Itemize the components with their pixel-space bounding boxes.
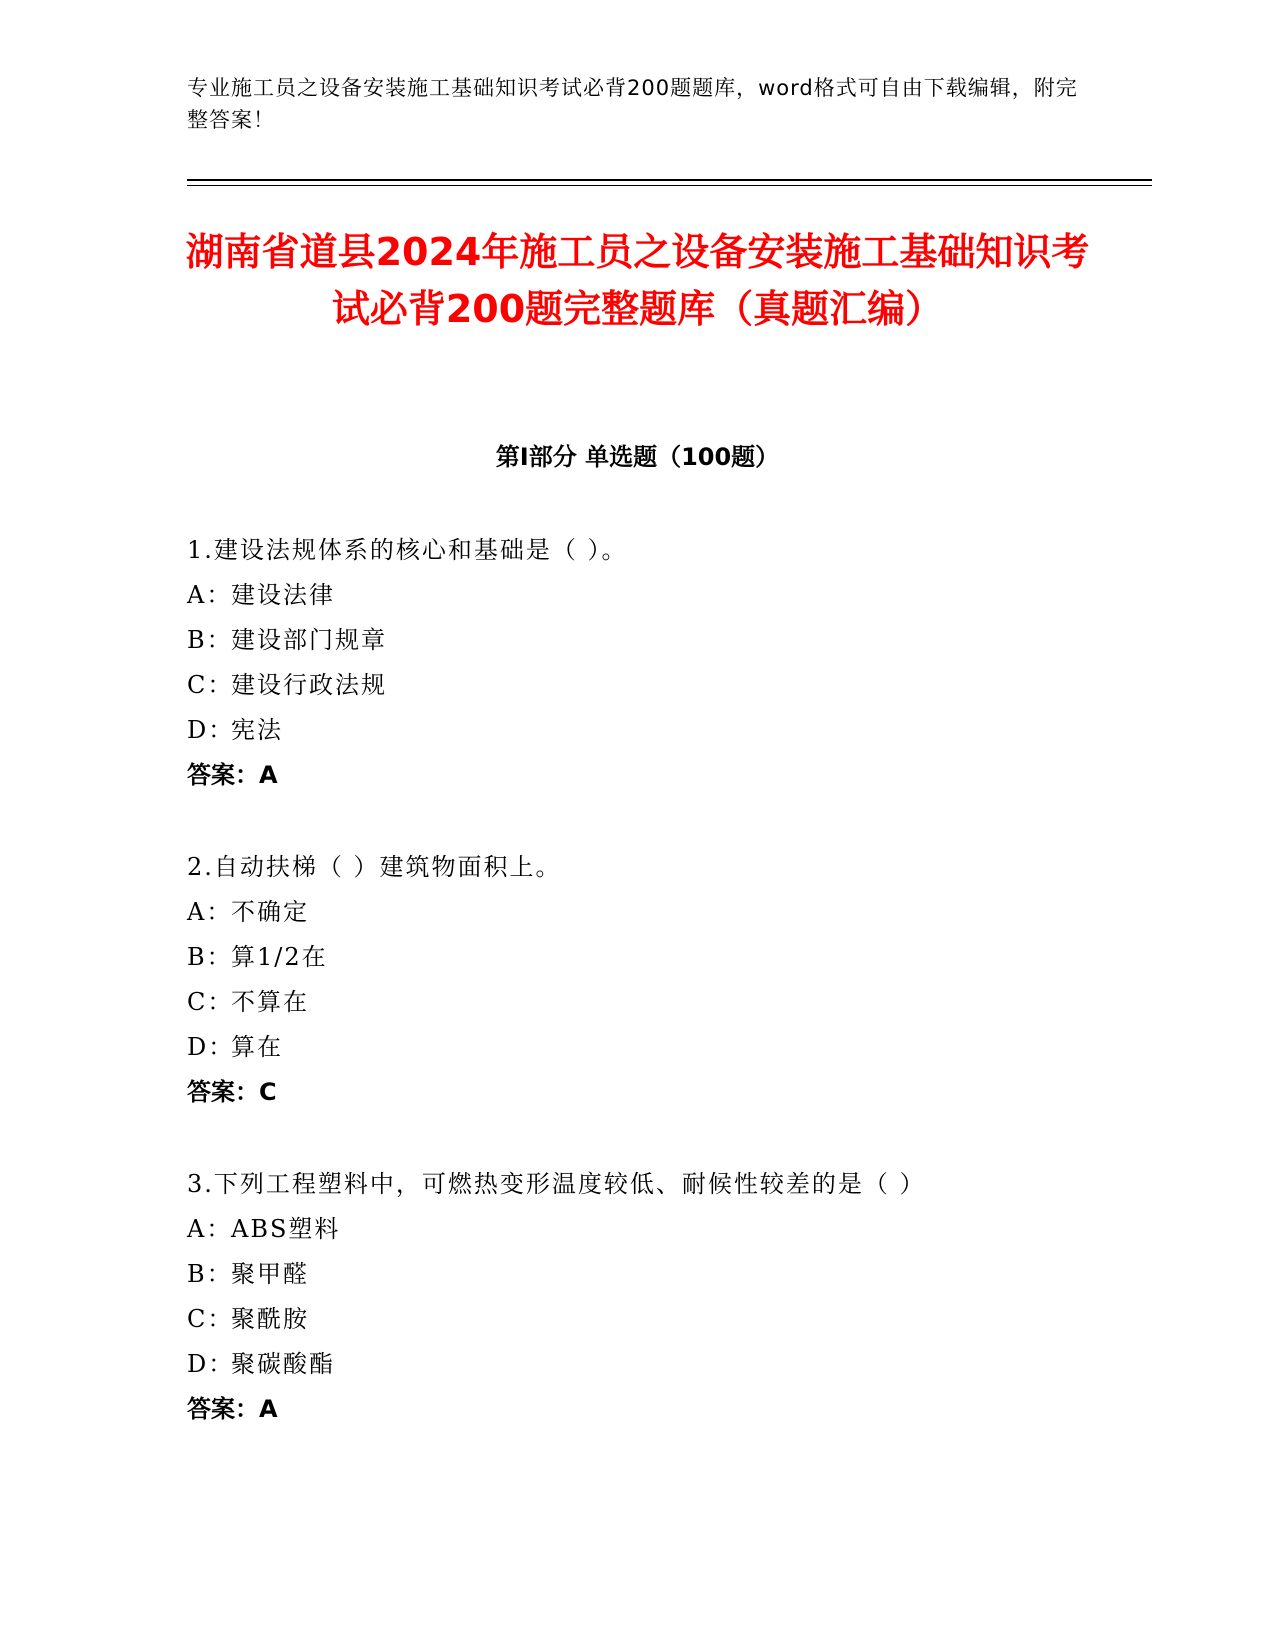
answer-label: 答案： [187,761,259,789]
option-a [187,890,1087,935]
option-text: ABS塑料 [231,1215,341,1243]
option-key: B： [187,943,233,971]
answer-label: 答案： [187,1078,259,1106]
option-text: 建设法律 [231,581,335,609]
option-text: 算1/2在 [231,943,328,971]
question-list [187,528,1087,1479]
option-key: B： [187,1260,233,1288]
option-text: 聚甲醛 [231,1260,309,1288]
option-a [187,573,1087,618]
question-item [187,1162,1087,1432]
header-divider-thick [187,179,1152,181]
document-title: 湖南省道县2024年施工员之设备安装施工基础知识考试必背200题完整题库（真题汇编） [185,230,1090,331]
question-stem: 1.建设法规体系的核心和基础是（ ）。 [187,536,628,564]
option-text: 聚碳酸酯 [231,1350,335,1378]
option-key: D： [187,1033,235,1061]
question-item [187,528,1087,798]
option-key: C： [187,988,234,1016]
question-stem: 3.下列工程塑料中，可燃热变形温度较低、耐候性较差的是（ ） [187,1170,926,1198]
question-stem: 2.自动扶梯（ ）建筑物面积上。 [187,853,562,881]
option-b [187,618,1087,663]
option-key: A： [187,898,233,926]
option-d [187,708,1087,753]
option-text: 聚酰胺 [231,1305,309,1333]
option-key: D： [187,1350,235,1378]
option-text: 宪法 [231,716,283,744]
header-note: 专业施工员之设备安装施工基础知识考试必背200题题库，word格式可自由下载编辑，附完整答案！ [187,76,1078,132]
option-d [187,1342,1087,1387]
option-key: C： [187,1305,234,1333]
option-key: A： [187,1215,233,1243]
option-text: 不确定 [231,898,309,926]
option-key: B： [187,626,233,654]
answer-value: A [259,761,278,789]
option-key: C： [187,671,234,699]
answer-line [187,753,1087,798]
answer-label: 答案： [187,1395,259,1423]
question-item [187,845,1087,1115]
option-text: 建设行政法规 [231,671,387,699]
option-key: D： [187,716,235,744]
section-heading: 第Ⅰ部分 单选题（100题） [495,443,780,471]
option-b [187,1252,1087,1297]
answer-line [187,1387,1087,1432]
option-b [187,935,1087,980]
option-c [187,980,1087,1025]
answer-value: C [259,1078,277,1106]
answer-value: A [259,1395,278,1423]
option-a [187,1207,1087,1252]
option-c [187,663,1087,708]
option-text: 不算在 [231,988,309,1016]
option-key: A： [187,581,233,609]
option-d [187,1025,1087,1070]
option-text: 建设部门规章 [231,626,387,654]
option-text: 算在 [231,1033,283,1061]
answer-line [187,1070,1087,1115]
option-c [187,1297,1087,1342]
header-divider-thin [187,185,1152,186]
